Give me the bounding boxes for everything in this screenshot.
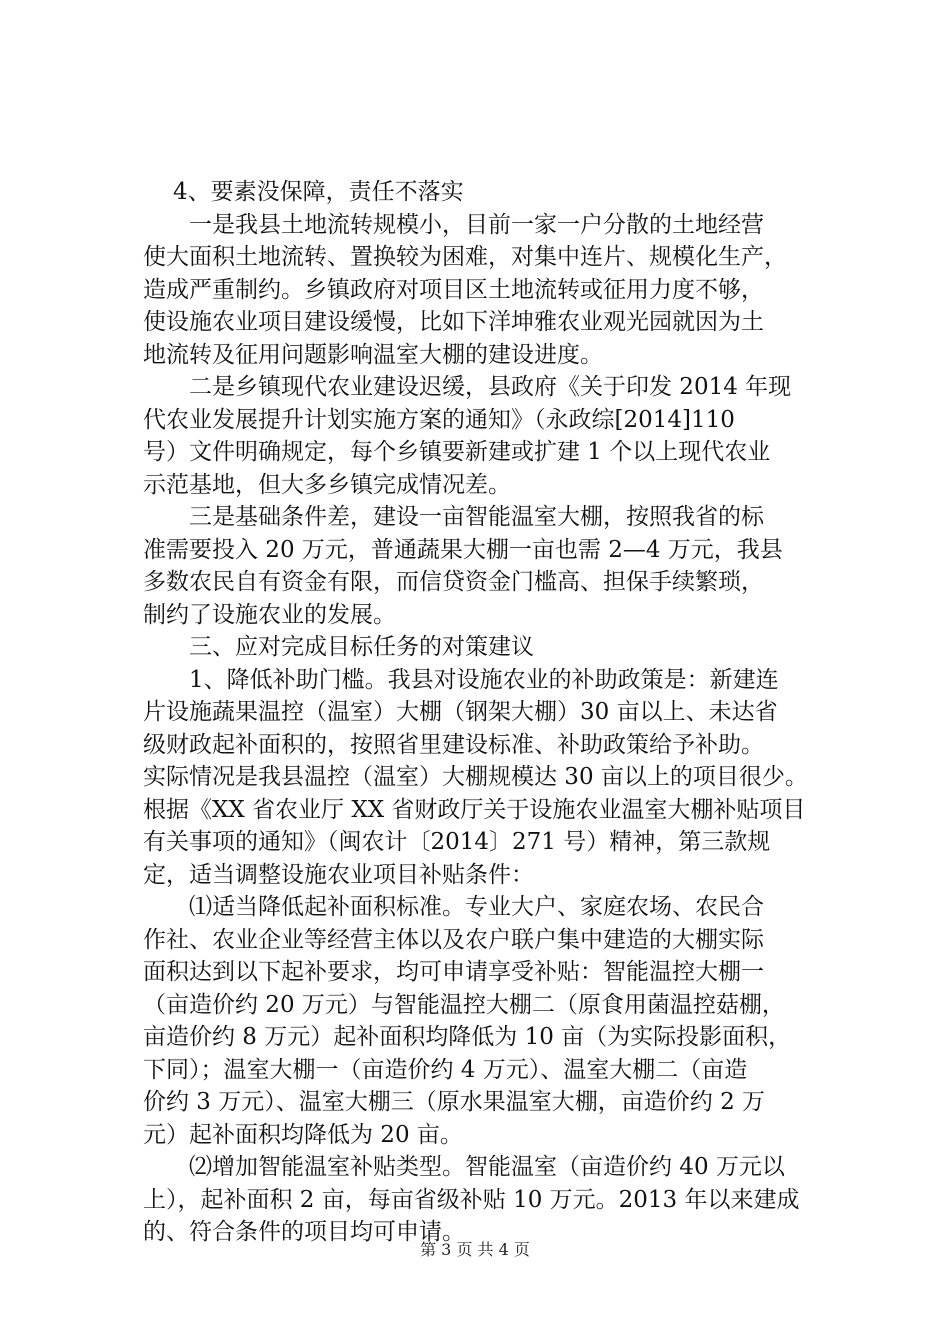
paragraph-line: 级财政起补面积的，按照省里建设标准、补助政策给予补助。	[143, 731, 764, 758]
paragraph-line: 片设施蔬果温控（温室）大棚（钢架大棚）30 亩以上、未达省	[143, 699, 778, 725]
heading-factor-guarantee: 4、要素没保障，责任不落实	[173, 179, 464, 205]
paragraph-line: 下同）；温室大棚一（亩造价约 4 万元）、温室大棚二（亩造	[143, 1056, 748, 1083]
document-body	[143, 176, 843, 1249]
paragraph-line: 三是基础条件差，建设一亩智能温室大棚，按照我省的标	[189, 504, 764, 530]
paragraph-line: 制约了设施农业的发展。	[143, 601, 396, 628]
paragraph-line: 面积达到以下起补要求，均可申请享受补贴：智能温控大棚一	[143, 959, 764, 985]
paragraph-line: 多数农民自有资金有限，而信贷资金门槛高、担保手续繁琐，	[143, 569, 764, 595]
paragraph-line: ⑴适当降低起补面积标准。专业大户、家庭农场、农民合	[189, 894, 764, 920]
paragraph-line: （亩造价约 20 万元）与智能温控大棚二（原食用菌温控菇棚，	[143, 991, 785, 1018]
paragraph-line: 作社、农业企业等经营主体以及农户联户集中建造的大棚实际	[143, 926, 764, 953]
paragraph-line: 造成严重制约。乡镇政府对项目区土地流转或征用力度不够，	[143, 276, 764, 303]
paragraph-line: 亩造价约 8 万元）起补面积均降低为 10 亩（为实际投影面积，	[143, 1024, 792, 1050]
paragraph-line: 二是乡镇现代农业建设迟缓，县政府《关于印发 2014 年现	[189, 374, 792, 400]
page-number-footer: 第 3 页 共 4 页	[420, 1240, 530, 1259]
paragraph-line: 有关事项的通知》（闽农计〔2014〕271 号）精神，第三款规	[143, 829, 771, 855]
paragraph-line: 1、降低补助门槛。我县对设施农业的补助政策是：新建连	[189, 666, 779, 693]
paragraph-line: 使大面积土地流转、置换较为困难，对集中连片、规模化生产，	[143, 244, 787, 270]
paragraph-line: 上），起补面积 2 亩，每亩省级补贴 10 万元。2013 年以来建成	[143, 1186, 800, 1213]
paragraph-line: 实际情况是我县温控（温室）大棚规模达 30 亩以上的项目很少。	[143, 764, 808, 790]
paragraph-line: 的、符合条件的项目均可申请。	[143, 1219, 465, 1245]
section-heading-countermeasures: 三、应对完成目标任务的对策建议	[189, 634, 534, 660]
paragraph-line: 示范基地，但大多乡镇完成情况差。	[143, 471, 511, 498]
paragraph-line: 使设施农业项目建设缓慢，比如下洋坤雅农业观光园就因为土	[143, 309, 764, 335]
paragraph-line: 号）文件明确规定，每个乡镇要新建或扩建 1 个以上现代农业	[143, 439, 771, 465]
paragraph-line: 根据《XX 省农业厅 XX 省财政厅关于设施农业温室大棚补贴项目	[143, 796, 806, 823]
paragraph-line: 定，适当调整设施农业项目补贴条件：	[143, 861, 534, 888]
paragraph-line: 一是我县土地流转规模小，目前一家一户分散的土地经营	[189, 211, 764, 238]
paragraph-line: 价约 3 万元）、温室大棚三（原水果温室大棚，亩造价约 2 万	[143, 1089, 766, 1115]
paragraph-line: ⑵增加智能温室补贴类型。智能温室（亩造价约 40 万元以	[189, 1154, 785, 1180]
paragraph-line: 元）起补面积均降低为 20 亩。	[143, 1121, 463, 1148]
paragraph-line: 地流转及征用问题影响温室大棚的建设进度。	[143, 341, 603, 368]
paragraph-line: 准需要投入 20 万元，普通蔬果大棚一亩也需 2—4 万元，我县	[143, 536, 783, 563]
paragraph-line: 代农业发展提升计划实施方案的通知》（永政综[2014]110	[143, 406, 735, 433]
